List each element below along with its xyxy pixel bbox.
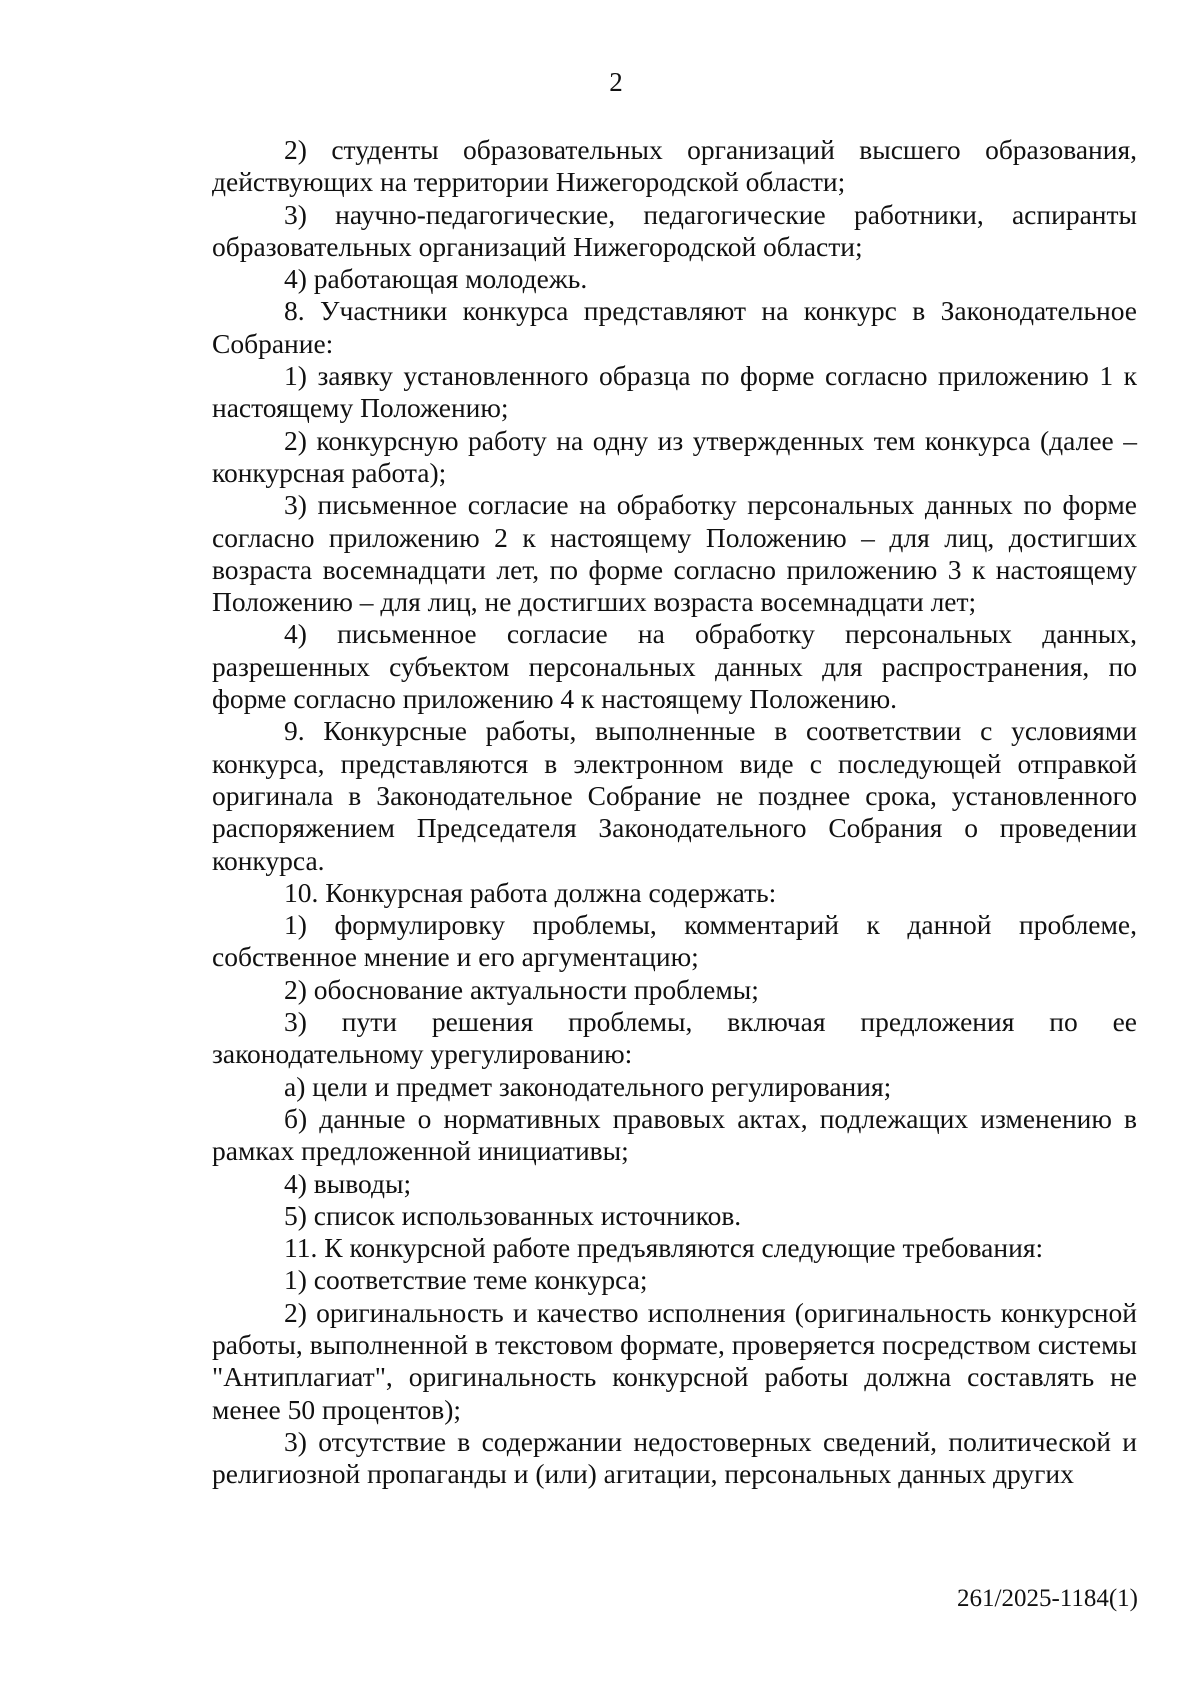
paragraph: 1) заявку установленного образца по форме согласно приложению 1 к настоящему Положению;: [212, 360, 1137, 424]
paragraph: б) данные о нормативных правовых актах, подлежащих изменению в рамках предложенной инициативы;: [212, 1102, 1137, 1167]
paragraph: 4) письменное согласие на обработку персональных данных, разрешенных субъектом персональных данных для распространения, по форме согласно приложению 4 к настоящему Положению.: [212, 618, 1137, 715]
document-body: [212, 134, 1137, 1490]
paragraph: 4) работающая молодежь.: [284, 263, 588, 295]
paragraph: 2) оригинальность и качество исполнения (оригинальность конкурсной работы, выполненной в текстовом формате, проверяется посредством системы "Антиплагиат", оригинальность конкурсной работы должна составлять не менее 50 процентов);: [212, 1296, 1137, 1425]
paragraph: 8. Участники конкурса представляют на конкурс в Законодательное Собрание:: [212, 295, 1137, 359]
paragraph: 11. К конкурсной работе предъявляются следующие требования:: [284, 1232, 1044, 1264]
paragraph: 9. Конкурсные работы, выполненные в соответствии с условиями конкурса, представляются в электронном виде с последующей отправкой оригинала в Законодательное Собрание не позднее срока, установленного распоряжением Председателя Законодательного Собрания о проведении конкурса.: [212, 715, 1137, 876]
page-number: 2: [609, 67, 623, 97]
paragraph: 2) студенты образовательных организаций высшего образования, действующих на территории Нижегородской области;: [212, 134, 1137, 198]
paragraph: 2) конкурсную работу на одну из утвержденных тем конкурса (далее – конкурсная работа);: [212, 424, 1137, 488]
paragraph: 3) отсутствие в содержании недостоверных сведений, политической и религиозной пропаганды и (или) агитации, персональных данных других: [212, 1425, 1137, 1490]
paragraph: 10. Конкурсная работа должна содержать:: [284, 876, 777, 908]
paragraph: 3) письменное согласие на обработку персональных данных по форме согласно приложению 2 к настоящему Положению – для лиц, достигших возраста восемнадцати лет, по форме согласно приложению 3 к настоящему Положению – для лиц, не достигших возраста восемнадцати лет;: [212, 489, 1137, 618]
paragraph: а) цели и предмет законодательного регулирования;: [284, 1070, 892, 1102]
paragraph: 3) научно-педагогические, педагогические работники, аспиранты образовательных организаций Нижегородской области;: [212, 198, 1137, 262]
paragraph: 3) пути решения проблемы, включая предложения по ее законодательному урегулированию:: [212, 1006, 1137, 1070]
paragraph: 1) соответствие теме конкурса;: [284, 1264, 648, 1296]
paragraph: 1) формулировку проблемы, комментарий к данной проблеме, собственное мнение и его аргументацию;: [212, 909, 1137, 973]
paragraph: 5) список использованных источников.: [284, 1199, 742, 1231]
paragraph: 4) выводы;: [284, 1167, 412, 1199]
paragraph: 2) обоснование актуальности проблемы;: [284, 973, 759, 1005]
document-registration-number: 261/2025-1184(1): [957, 1585, 1138, 1612]
